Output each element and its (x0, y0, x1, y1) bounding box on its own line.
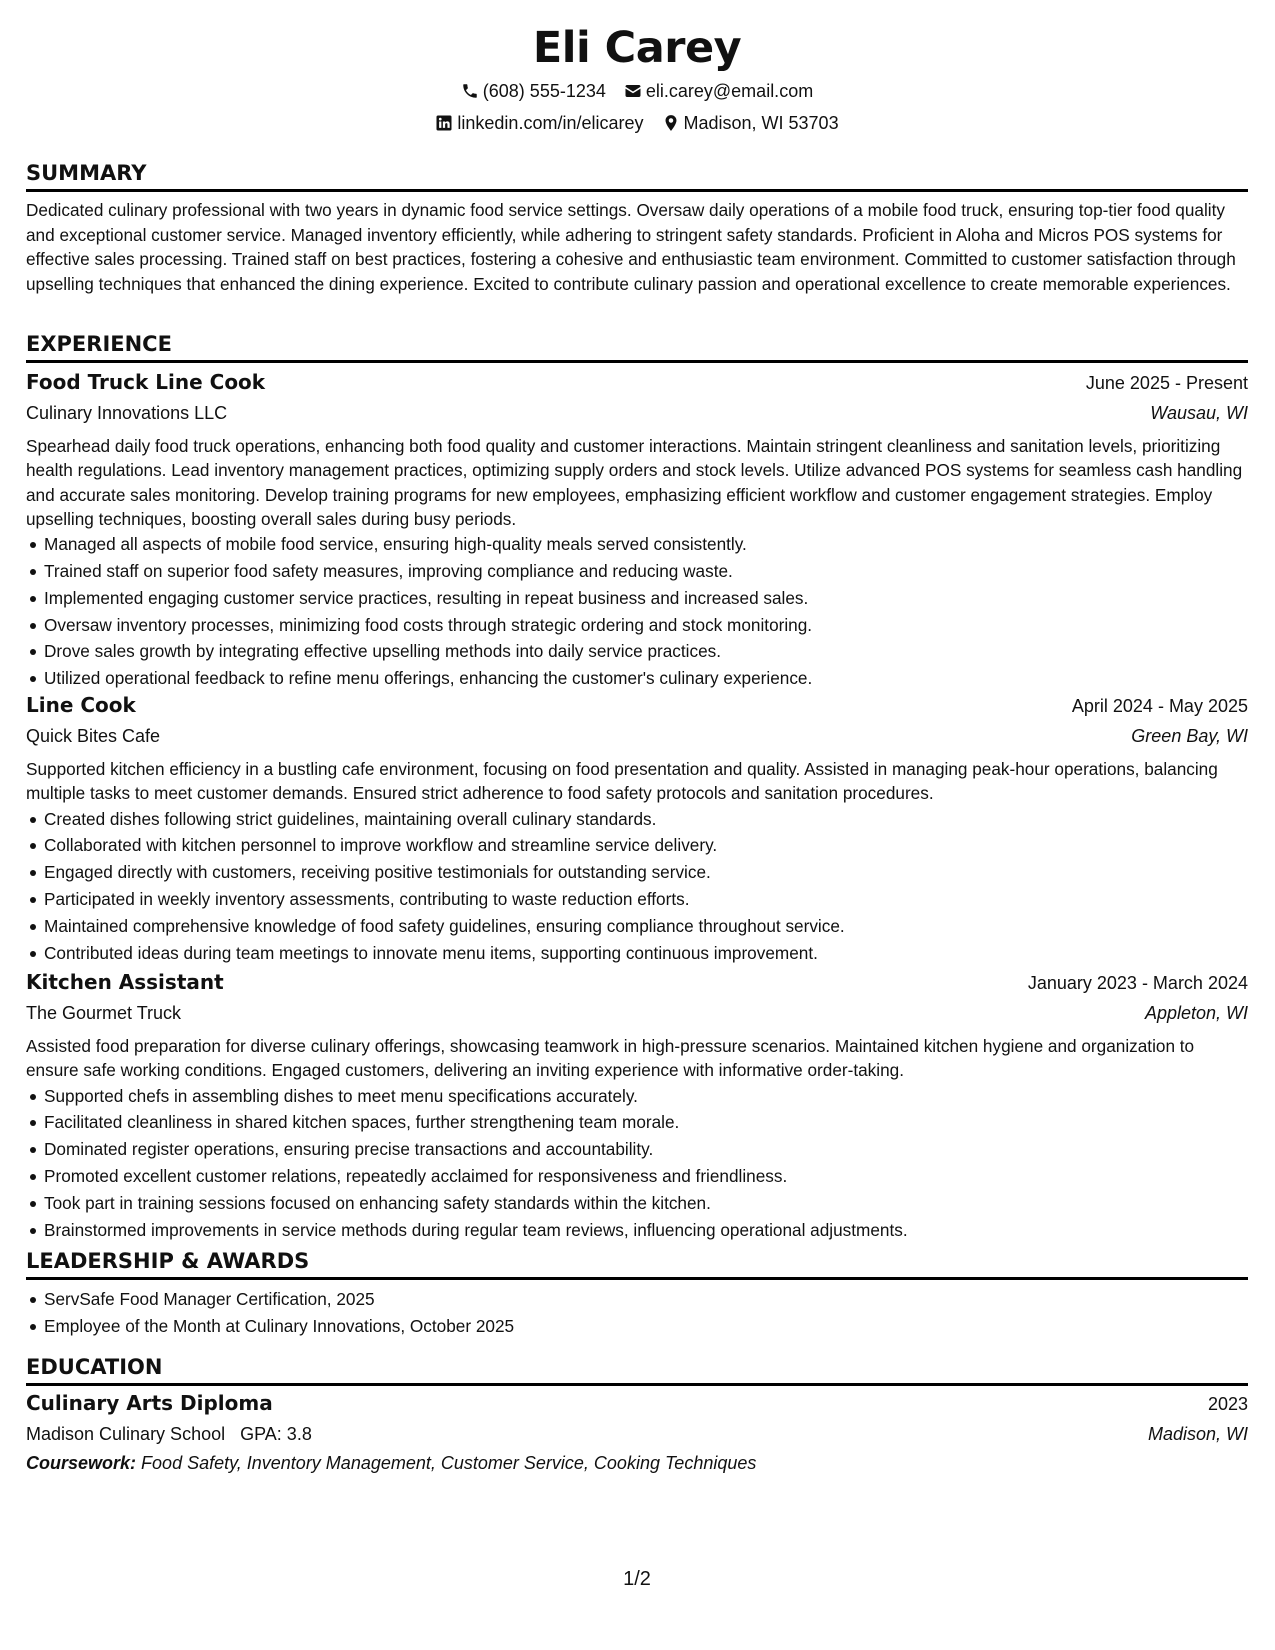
location-contact (662, 112, 839, 134)
leadership-section (26, 1248, 1248, 1340)
job-dates: June 2025 - Present (1085, 373, 1248, 393)
list-item: Facilitated cleanliness in shared kitchen spaces, further strengthening team morale. (44, 1109, 1248, 1136)
job-company: The Gourmet Truck (26, 1003, 182, 1023)
job-title: Line Cook (26, 693, 136, 717)
list-item: Dominated register operations, ensuring precise transactions and accountability. (44, 1136, 1248, 1163)
job-description: Supported kitchen efficiency in a bustling cafe environment, focusing on food presentation and quality. Assisted in managing peak-hour operations, balancing multiple tasks to meet customer demands. Ensured strict adherence to food safety protocols and sanitation procedures. (26, 759, 1218, 804)
linkedin-contact[interactable] (435, 112, 643, 134)
candidate-name: Eli Carey (532, 23, 742, 73)
summary-section (26, 160, 1248, 296)
list-item: Participated in weekly inventory assessments, contributing to waste reduction efforts. (44, 886, 1248, 913)
experience-section (26, 331, 1248, 363)
envelope-icon (624, 82, 642, 100)
list-item: Drove sales growth by integrating effective upselling methods into daily service practices. (44, 638, 1248, 665)
list-item: Utilized operational feedback to refine menu offerings, enhancing the customer's culinary experience. (44, 665, 1248, 692)
list-item: Collaborated with kitchen personnel to improve workflow and streamline service delivery. (44, 832, 1248, 859)
email-contact[interactable] (624, 80, 813, 102)
school-name: Madison Culinary School (26, 1424, 226, 1444)
education-section (26, 1354, 1248, 1477)
job-entry (26, 967, 1248, 1243)
summary-text: Dedicated culinary professional with two years in dynamic food service settings. Oversaw daily operations of a mobile food truck, ensuring top-tier food quality and exceptional customer service. Managed inventory efficiently, while adhering to stringent safety standards. Proficient in Aloha and Micros POS systems for effective sales processing. Trained staff on best practices, fostering a cohesive and enthusiastic team environment. Committed to customer satisfaction through upselling techniques that enhanced the dining experience. Excited to contribute culinary passion and operational excellence to create memorable experiences. (26, 200, 1236, 294)
education-year: 2023 (1207, 1394, 1248, 1414)
degree-title: Culinary Arts Diploma (26, 1391, 273, 1415)
phone-text: (608) 555-1234 (482, 81, 606, 101)
list-item: Brainstormed improvements in service methods during regular team reviews, influencing operational adjustments. (44, 1217, 1248, 1244)
map-pin-icon (662, 114, 680, 132)
section-title-experience: EXPERIENCE (26, 331, 1248, 363)
phone-icon (461, 82, 479, 100)
list-item: Maintained comprehensive knowledge of food safety guidelines, ensuring compliance throughout service. (44, 913, 1248, 940)
job-bullets (26, 1083, 1248, 1244)
section-title-education: EDUCATION (26, 1354, 1248, 1386)
job-location: Appleton, WI (1144, 1003, 1248, 1023)
email-text: eli.carey@email.com (645, 81, 814, 101)
linkedin-text: linkedin.com/in/elicarey (457, 113, 644, 133)
job-title: Kitchen Assistant (26, 970, 224, 994)
job-company: Culinary Innovations LLC (26, 403, 228, 423)
coursework-label: Coursework: (26, 1453, 137, 1473)
job-description: Assisted food preparation for diverse culinary offerings, showcasing teamwork in high-pressure scenarios. Maintained kitchen hygiene and organization to ensure safe working conditions. Engaged customers, delivering an inviting experience with informative order-taking. (26, 1036, 1195, 1081)
job-description: Spearhead daily food truck operations, enhancing both food quality and customer interactions. Maintain stringent cleanliness and sanitation levels, prioritizing health regulations. Lead inventory management practices, optimizing supply orders and stock levels. Utilize advanced POS systems for seamless cash handling and accurate sales monitoring. Develop training programs for new employees, emphasizing efficient workflow and customer engagement strategies. Employ upselling techniques, boosting overall sales during busy periods. (26, 436, 1243, 529)
list-item: Implemented engaging customer service practices, resulting in repeat business and increased sales. (44, 585, 1248, 612)
list-item: Oversaw inventory processes, minimizing food costs through strategic ordering and stock monitoring. (44, 612, 1248, 639)
job-entry (26, 690, 1248, 966)
page-number: 1/2 (623, 1568, 651, 1590)
job-dates: April 2024 - May 2025 (1071, 696, 1248, 716)
list-item: Engaged directly with customers, receiving positive testimonials for outstanding service. (44, 859, 1248, 886)
list-item: Employee of the Month at Culinary Innovations, October 2025 (44, 1313, 1248, 1340)
list-item: ServSafe Food Manager Certification, 2025 (44, 1286, 1248, 1313)
section-title-leadership: LEADERSHIP & AWARDS (26, 1248, 1248, 1280)
awards-list (26, 1286, 1248, 1340)
job-entry (26, 367, 1248, 692)
list-item: Supported chefs in assembling dishes to meet menu specifications accurately. (44, 1083, 1248, 1110)
location-text: Madison, WI 53703 (683, 113, 839, 133)
linkedin-icon (435, 114, 453, 132)
job-title: Food Truck Line Cook (26, 370, 266, 394)
gpa: GPA: 3.8 (240, 1424, 312, 1444)
job-bullets (26, 806, 1248, 967)
list-item: Contributed ideas during team meetings to innovate menu items, supporting continuous improvement. (44, 940, 1248, 967)
section-title-summary: SUMMARY (26, 160, 1248, 192)
list-item: Managed all aspects of mobile food service, ensuring high-quality meals served consistently. (44, 531, 1248, 558)
education-location: Madison, WI (1147, 1424, 1248, 1444)
job-bullets (26, 531, 1248, 692)
list-item: Took part in training sessions focused on enhancing safety standards within the kitchen. (44, 1190, 1248, 1217)
list-item: Trained staff on superior food safety measures, improving compliance and reducing waste. (44, 558, 1248, 585)
coursework-list: Food Safety, Inventory Management, Customer Service, Cooking Techniques (141, 1453, 757, 1473)
phone-contact[interactable] (461, 80, 606, 102)
job-company: Quick Bites Cafe (26, 726, 161, 746)
job-dates: January 2023 - March 2024 (1027, 973, 1248, 993)
job-location: Wausau, WI (1150, 403, 1248, 423)
job-location: Green Bay, WI (1131, 726, 1248, 746)
list-item: Promoted excellent customer relations, repeatedly acclaimed for responsiveness and friendliness. (44, 1163, 1248, 1190)
list-item: Created dishes following strict guidelines, maintaining overall culinary standards. (44, 806, 1248, 833)
contact-row-1 (26, 80, 1248, 102)
contact-row-2 (26, 112, 1248, 134)
coursework (26, 1449, 1248, 1477)
